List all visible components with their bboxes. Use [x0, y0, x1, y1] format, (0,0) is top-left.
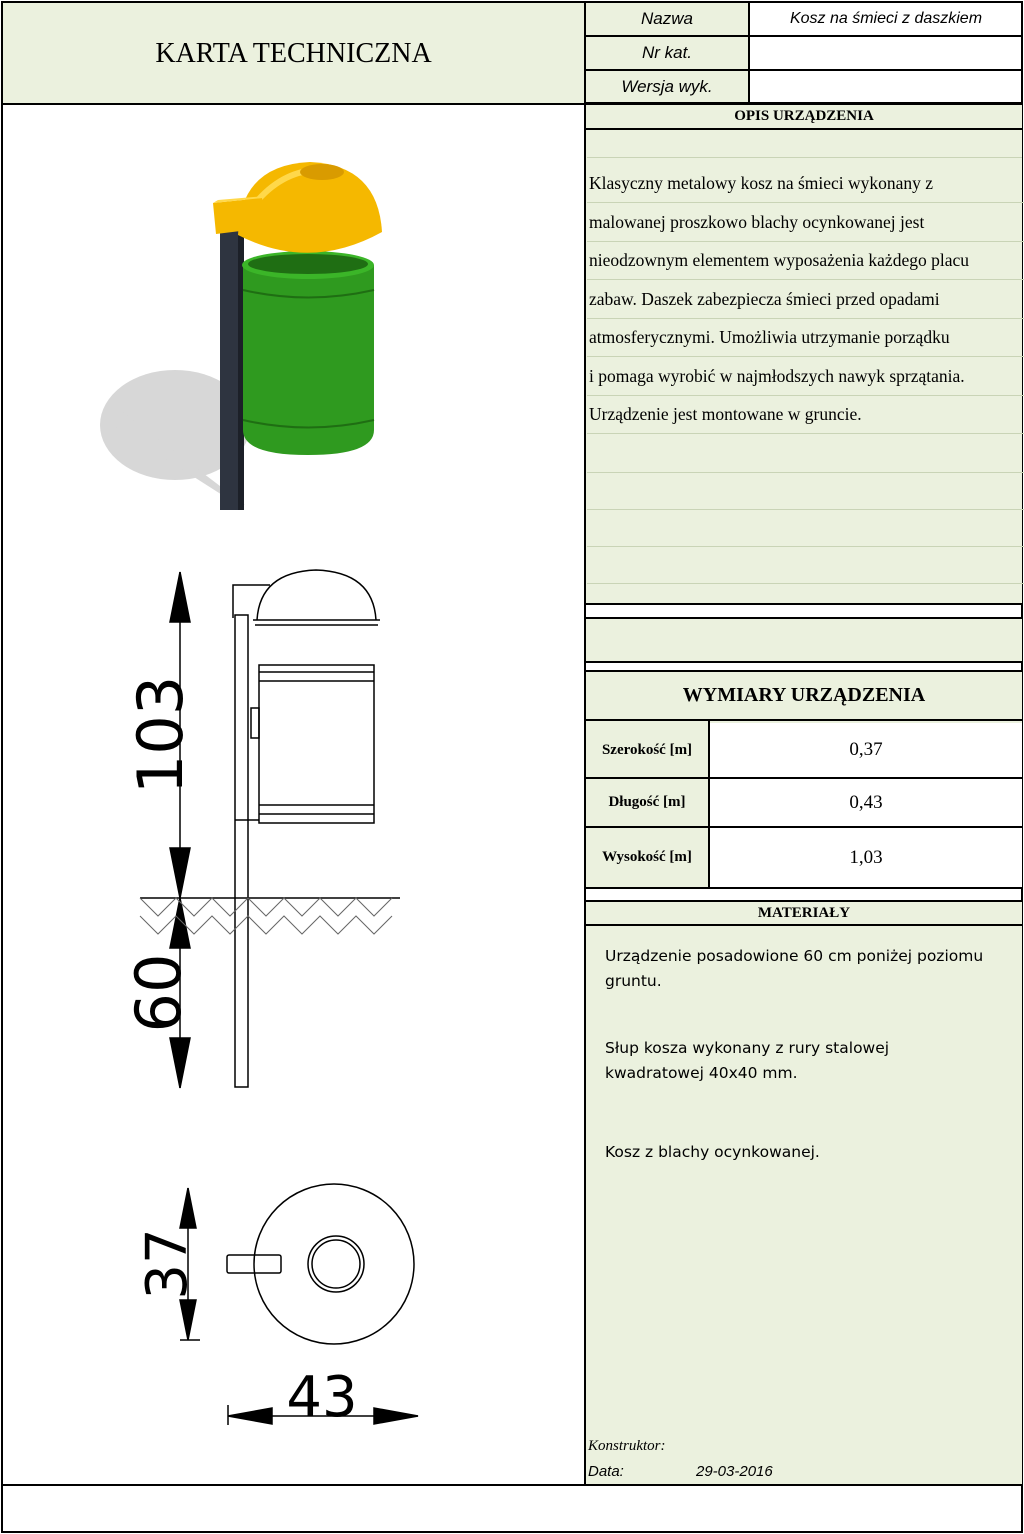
catalog-label: Nr kat.: [586, 37, 748, 71]
height-below-label: 60: [122, 953, 195, 1033]
version-label: Wersja wyk.: [586, 71, 748, 104]
length-label: Długość [m]: [608, 794, 686, 810]
date-label: Data:: [588, 1463, 624, 1480]
height-value: 1,03: [710, 828, 1022, 887]
description-empty-line: [587, 434, 1024, 473]
description-bottom-rule: [586, 603, 1022, 605]
name-value: Kosz na śmieci z daszkiem: [750, 3, 1022, 37]
description-empty-line: [587, 471, 1024, 510]
version-value: [750, 71, 1022, 104]
description-line: zabaw. Daszek zabezpiecza śmieci przed opadami: [587, 280, 1024, 319]
technical-drawing: [3, 105, 583, 1483]
name-label: Nazwa: [586, 3, 748, 37]
description-heading: OPIS URZĄDZENIA: [586, 105, 1022, 130]
width-label: Szerokość [m]: [601, 741, 693, 758]
spacer-band: [586, 617, 1022, 663]
description-line: atmosferycznymi. Umożliwia utrzymanie porządku: [587, 318, 1024, 357]
dimensions-heading: WYMIARY URZĄDZENIA: [586, 672, 1022, 721]
page-title: KARTA TECHNICZNA: [3, 3, 584, 104]
lid-hole: [300, 164, 344, 180]
constructor-label: Konstruktor:: [588, 1438, 666, 1454]
top-length-label: 43: [286, 1365, 358, 1430]
bin-opening: [248, 254, 368, 274]
width-value: 0,37: [710, 723, 1022, 777]
bin-3d-render: [100, 162, 382, 510]
materials-panel: [586, 926, 1022, 1485]
description-line: i pomaga wyrobić w najmłodszych nawyk sprzątania.: [587, 357, 1024, 396]
lid-arm: [213, 198, 265, 234]
height-label: Wysokość [m]: [602, 849, 692, 865]
materials-paragraph-2: Słup kosza wykonany z rury stalowej kwadratowej 40x40 mm.: [605, 1039, 890, 1082]
length-value: 0,43: [710, 779, 1022, 826]
description-blank-line: [587, 157, 1022, 158]
description-line: malowanej proszkowo blachy ocynkowanej jest: [587, 203, 1024, 242]
materials-heading: MATERIAŁY: [586, 900, 1022, 926]
top-width-label: 37: [135, 1228, 200, 1300]
materials-paragraph-1: Urządzenie posadowione 60 cm poniżej poziomu gruntu.: [605, 947, 984, 990]
description-empty-line: [587, 508, 1024, 547]
height-above-label: 103: [124, 675, 197, 795]
date-value: 29-03-2016: [696, 1463, 773, 1480]
catalog-value: [750, 37, 1022, 71]
footer-rule: [3, 1484, 1022, 1486]
materials-paragraph-3: Kosz z blachy ocynkowanej.: [605, 1143, 820, 1161]
description-line: Urządzenie jest montowane w gruncie.: [587, 395, 1024, 434]
description-line: Klasyczny metalowy kosz na śmieci wykonany z: [587, 164, 1024, 203]
description-line: nieodzownym elementem wyposażenia każdego placu: [587, 241, 1024, 280]
description-empty-line: [587, 545, 1024, 584]
